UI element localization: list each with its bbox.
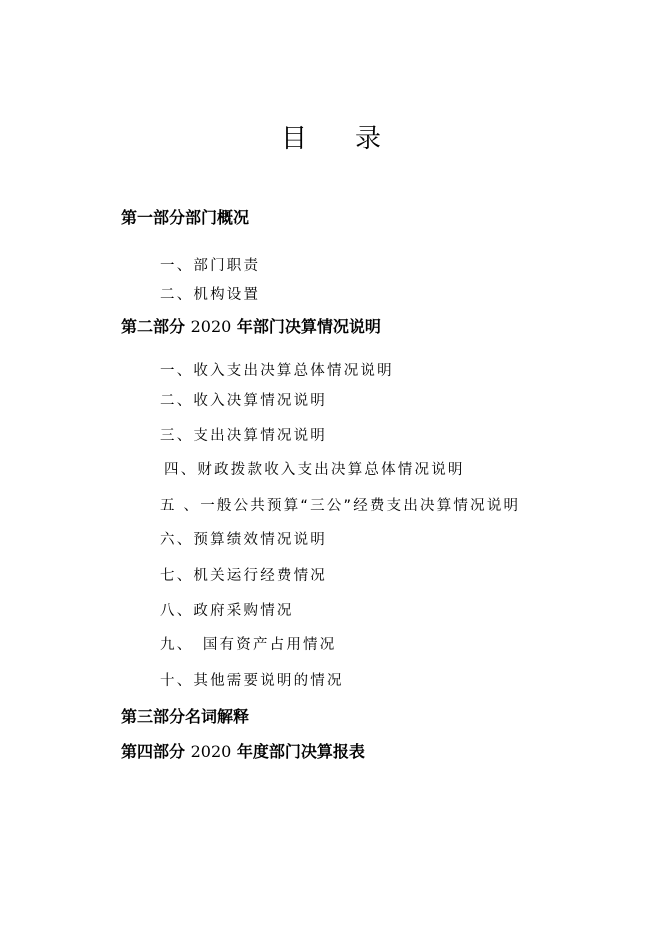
title-char-1: 目: [280, 124, 307, 154]
toc-part-2-item-7[interactable]: 七、机关运行经费情况: [160, 568, 327, 584]
toc-part-1-item-1[interactable]: 一、部门职责: [160, 258, 261, 274]
toc-part-2-item-3[interactable]: 三、支出决算情况说明: [160, 428, 327, 444]
toc-part-2-heading[interactable]: [121, 314, 381, 337]
toc-part-2-item-2[interactable]: 二、收入决算情况说明: [160, 393, 327, 409]
toc-part-4-suffix: 年度部门决算报表: [236, 742, 365, 761]
toc-part-2-item-6[interactable]: 六、预算绩效情况说明: [160, 532, 327, 548]
toc-part-1-item-2[interactable]: 二、机构设置: [160, 287, 261, 303]
toc-part-2-suffix: 年部门决算情况说明: [236, 317, 381, 336]
page-title: [0, 118, 662, 155]
toc-part-3-heading[interactable]: 第三部分名词解释: [121, 707, 250, 726]
toc-part-1-heading[interactable]: 第一部分部门概况: [121, 208, 250, 227]
toc-part-2-item-10[interactable]: 十、其他需要说明的情况: [160, 673, 344, 689]
toc-part-2-item-1[interactable]: 一、收入支出决算总体情况说明: [160, 363, 394, 379]
toc-part-2-item-5[interactable]: 五 、一般公共预算“三公”经费支出决算情况说明: [160, 498, 521, 514]
toc-part-4-heading[interactable]: [121, 739, 365, 762]
title-char-2: 录: [355, 124, 382, 154]
toc-part-2-item-9[interactable]: 九、 国有资产占用情况: [160, 637, 337, 653]
toc-part-4-prefix: 第四部分: [121, 742, 186, 761]
toc-part-4-year: 2020: [190, 742, 232, 761]
toc-part-2-item-8[interactable]: 八、政府采购情况: [160, 603, 294, 619]
toc-part-2-year: 2020: [190, 317, 232, 336]
toc-part-2-prefix: 第二部分: [121, 317, 186, 336]
toc-part-2-item-4[interactable]: 四、财政拨款收入支出决算总体情况说明: [164, 462, 465, 478]
